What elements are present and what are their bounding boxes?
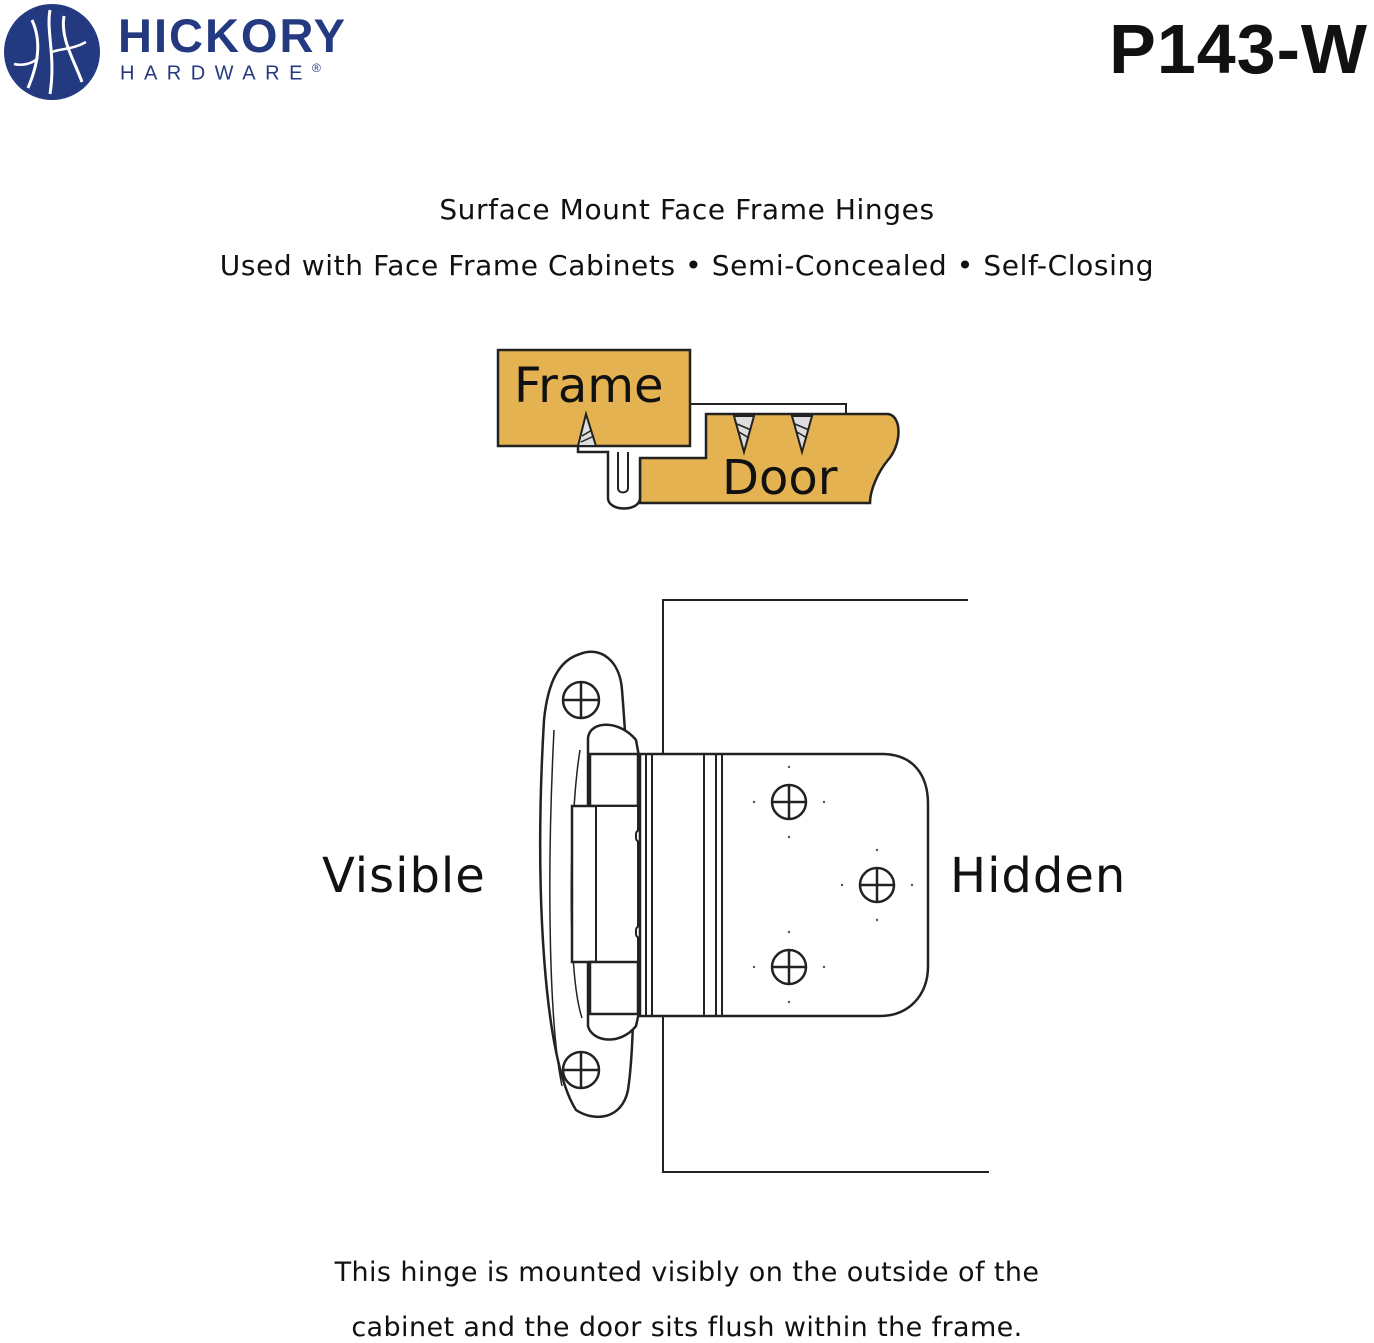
hinge-leaf-line bbox=[690, 404, 846, 414]
door-label: Door bbox=[722, 450, 838, 506]
page-heading: Surface Mount Face Frame Hinges bbox=[439, 193, 935, 226]
leaf-screw-hole bbox=[772, 950, 806, 984]
hinge-drawing bbox=[500, 590, 1000, 1190]
description-line-1: This hinge is mounted visibly on the outside of the bbox=[334, 1257, 1040, 1288]
hidden-label: Hidden bbox=[950, 848, 1127, 904]
hinge-knuckle bbox=[578, 446, 640, 509]
logo-mark bbox=[2, 2, 102, 102]
leaf-screw-hole bbox=[772, 785, 806, 819]
leaf-screw-hole bbox=[860, 868, 894, 902]
brand-subname: HARDWARE® bbox=[120, 61, 321, 85]
page-subheading: Used with Face Frame Cabinets • Semi-Concealed • Self-Closing bbox=[219, 249, 1155, 282]
brand-name: HICKORY bbox=[118, 9, 347, 62]
product-sku: P143-W bbox=[1109, 10, 1368, 88]
visible-label: Visible bbox=[322, 848, 486, 904]
mount-diagram bbox=[490, 340, 910, 520]
screw-hole-top bbox=[563, 682, 599, 718]
registered-mark: ® bbox=[311, 61, 321, 75]
description-line-2: cabinet and the door sits flush within the frame. bbox=[351, 1312, 1023, 1343]
screw-hole-bottom bbox=[563, 1052, 599, 1088]
frame-label: Frame bbox=[514, 358, 664, 414]
